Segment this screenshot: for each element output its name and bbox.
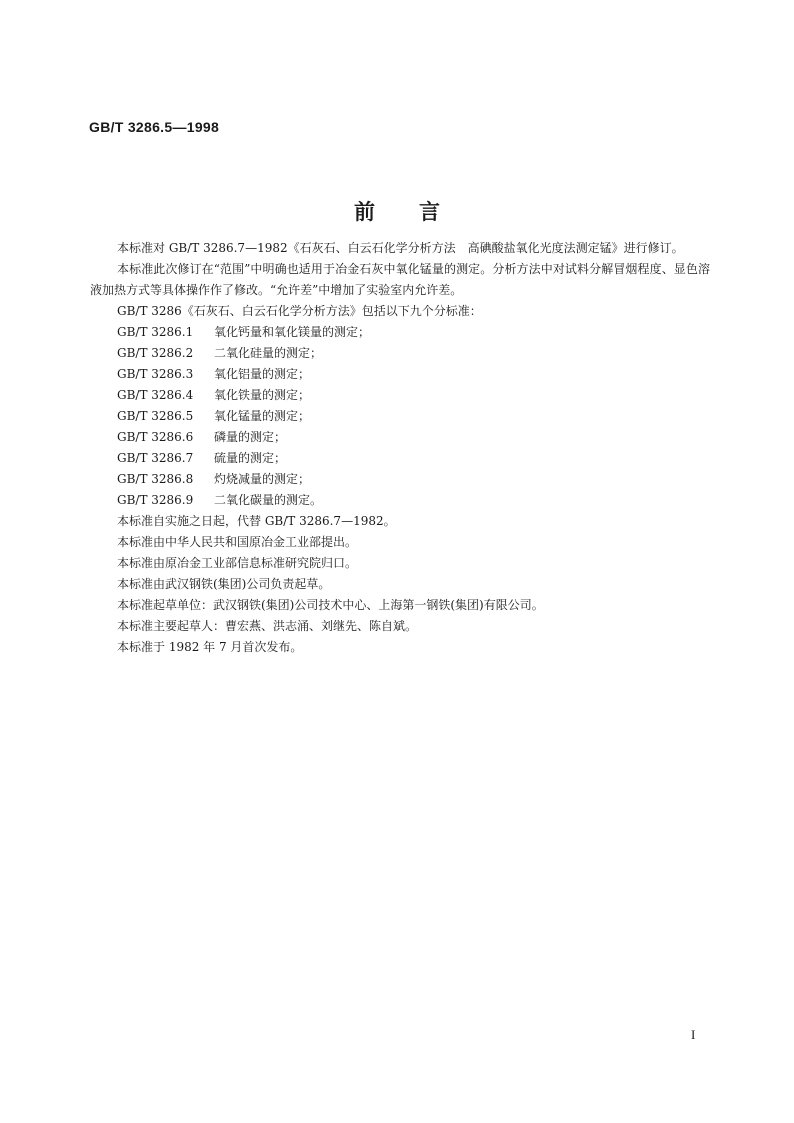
list-item — [90, 406, 710, 427]
standard-code: GB/T 3286.2 — [117, 346, 194, 360]
list-item — [90, 469, 710, 490]
page-number: I — [691, 1027, 696, 1042]
standard-code: GB/T 3286.9 — [117, 493, 194, 507]
standard-code: GB/T 3286.8 — [117, 472, 194, 486]
list-item — [90, 490, 710, 511]
replacement-paragraph: 本标准自实施之日起，代替 GB/T 3286.7—1982。 — [117, 514, 396, 528]
drafting-units-paragraph: 本标准起草单位：武汉钢铁(集团)公司技术中心、上海第一钢铁(集团)有限公司。 — [117, 598, 544, 612]
revision-paragraph: 本标准此次修订在“范围”中明确也适用于冶金石灰中氧化锰量的测定。分析方法中对试料分解冒烟程度、显色溶液加热方式等具体操作作了修改。“允许差”中增加了实验室内允许差。 — [90, 262, 710, 297]
standard-name: 氧化锰量的测定； — [214, 409, 311, 423]
main-drafters-paragraph: 本标准主要起草人：曹宏燕、洪志涌、刘继先、陈自斌。 — [117, 619, 418, 633]
foreword-body — [90, 238, 710, 658]
responsible-drafter-paragraph: 本标准由武汉钢铁(集团)公司负责起草。 — [117, 577, 331, 591]
proposer-paragraph: 本标准由中华人民共和国原冶金工业部提出。 — [117, 535, 358, 549]
first-release-paragraph: 本标准于 1982 年 7 月首次发布。 — [117, 640, 303, 654]
standard-code: GB/T 3286.1 — [117, 325, 194, 339]
list-item — [90, 343, 710, 364]
standard-name: 二氧化碳量的测定。 — [214, 493, 323, 507]
standards-list — [90, 322, 710, 511]
page-title: 前言 — [354, 200, 484, 224]
standard-name: 灼烧减量的测定； — [214, 472, 311, 486]
series-paragraph: GB/T 3286《石灰石、白云石化学分析方法》包括以下九个分标准： — [117, 304, 482, 318]
standard-code-header: GB/T 3286.5—1998 — [89, 119, 220, 135]
list-item — [90, 385, 710, 406]
standard-name: 氧化铁量的测定； — [214, 388, 311, 402]
standard-code: GB/T 3286.6 — [117, 430, 194, 444]
standard-code: GB/T 3286.4 — [117, 388, 194, 402]
list-item — [90, 427, 710, 448]
standard-code: GB/T 3286.5 — [117, 409, 194, 423]
list-item — [90, 322, 710, 343]
standard-code: GB/T 3286.7 — [117, 451, 194, 465]
standard-name: 磷量的测定； — [214, 430, 287, 444]
administrator-paragraph: 本标准由原冶金工业部信息标准研究院归口。 — [117, 556, 358, 570]
standard-name: 硫量的测定； — [214, 451, 287, 465]
list-item — [90, 448, 710, 469]
standard-name: 氧化钙量和氧化镁量的测定； — [214, 325, 371, 339]
list-item — [90, 364, 710, 385]
standard-code: GB/T 3286.3 — [117, 367, 194, 381]
standard-name: 氧化铝量的测定； — [214, 367, 311, 381]
standard-name: 二氧化硅量的测定； — [214, 346, 323, 360]
intro-paragraph: 本标准对 GB/T 3286.7—1982《石灰石、白云石化学分析方法 高碘酸盐氧化光度法测定锰》进行修订。 — [117, 241, 684, 255]
